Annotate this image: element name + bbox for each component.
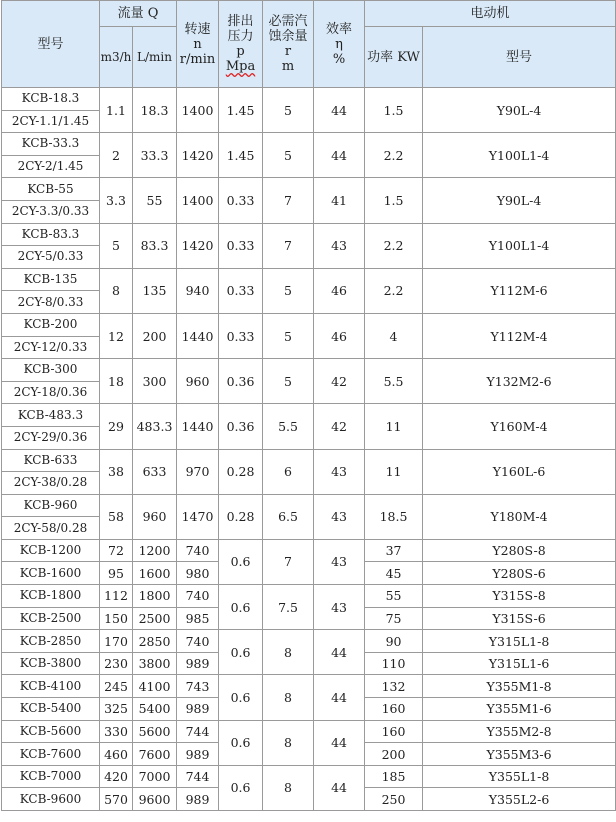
flow-lmin-cell: 7600	[133, 743, 177, 766]
efficiency-cell: 44	[314, 765, 365, 810]
motor-model-cell: Y280S-8	[423, 539, 616, 562]
flow-lmin-cell: 18.3	[133, 88, 177, 133]
flow-lmin-cell: 960	[133, 494, 177, 539]
model-cell: KCB-2500	[2, 607, 100, 630]
power-cell: 4	[365, 313, 423, 358]
header-npsh-title: 必需汽蚀余量	[268, 14, 308, 44]
speed-cell: 740	[177, 630, 219, 653]
flow-m3h-cell: 420	[100, 765, 133, 788]
flow-lmin-cell: 3800	[133, 652, 177, 675]
npsh-cell: 7.5	[263, 585, 314, 630]
model-cell: 2CY-18/0.36	[2, 381, 100, 404]
speed-cell: 1420	[177, 223, 219, 268]
speed-cell: 940	[177, 268, 219, 313]
power-cell: 75	[365, 607, 423, 630]
model-cell: KCB-5400	[2, 698, 100, 721]
flow-m3h-cell: 72	[100, 539, 133, 562]
motor-model-cell: Y112M-6	[423, 268, 616, 313]
speed-cell: 744	[177, 720, 219, 743]
speed-cell: 1440	[177, 313, 219, 358]
flow-lmin-cell: 633	[133, 449, 177, 494]
model-cell: KCB-18.3	[2, 88, 100, 111]
power-cell: 200	[365, 743, 423, 766]
pump-spec-table	[1, 0, 616, 811]
motor-model-cell: Y355M1-8	[423, 675, 616, 698]
motor-model-cell: Y112M-4	[423, 313, 616, 358]
flow-m3h-cell: 3.3	[100, 178, 133, 223]
model-cell: 2CY-2/1.45	[2, 155, 100, 178]
model-cell: KCB-9600	[2, 788, 100, 811]
pressure-cell: 0.33	[219, 223, 263, 268]
flow-lmin-cell: 1600	[133, 562, 177, 585]
flow-lmin-cell: 135	[133, 268, 177, 313]
efficiency-cell: 43	[314, 539, 365, 584]
speed-cell: 1400	[177, 178, 219, 223]
model-cell: KCB-7000	[2, 765, 100, 788]
flow-m3h-cell: 18	[100, 359, 133, 404]
flow-lmin-cell: 483.3	[133, 404, 177, 449]
model-cell: 2CY-58/0.28	[2, 517, 100, 540]
speed-cell: 1400	[177, 88, 219, 133]
header-pressure-symbol: p	[236, 44, 245, 59]
table-row	[2, 449, 616, 472]
table-row	[2, 720, 616, 743]
model-cell: KCB-200	[2, 313, 100, 336]
speed-cell: 743	[177, 675, 219, 698]
motor-model-cell: Y355L2-6	[423, 788, 616, 811]
pressure-cell: 0.36	[219, 359, 263, 404]
flow-m3h-cell: 112	[100, 585, 133, 608]
flow-lmin-cell: 7000	[133, 765, 177, 788]
power-cell: 2.2	[365, 223, 423, 268]
header-motor-model: 型号	[423, 27, 616, 88]
model-cell: KCB-7600	[2, 743, 100, 766]
model-cell: KCB-633	[2, 449, 100, 472]
flow-m3h-cell: 1.1	[100, 88, 133, 133]
motor-model-cell: Y315L1-8	[423, 630, 616, 653]
model-cell: KCB-33.3	[2, 133, 100, 156]
efficiency-cell: 46	[314, 313, 365, 358]
npsh-cell: 7	[263, 223, 314, 268]
table-row	[2, 404, 616, 427]
efficiency-cell: 44	[314, 133, 365, 178]
pressure-cell: 0.33	[219, 268, 263, 313]
power-cell: 11	[365, 449, 423, 494]
motor-model-cell: Y160M-4	[423, 404, 616, 449]
power-cell: 160	[365, 698, 423, 721]
header-efficiency-title: 效率	[326, 21, 353, 37]
npsh-cell: 5	[263, 359, 314, 404]
speed-cell: 1440	[177, 404, 219, 449]
header-speed-symbol: n	[193, 36, 202, 52]
power-cell: 55	[365, 585, 423, 608]
power-cell: 11	[365, 404, 423, 449]
speed-cell: 740	[177, 539, 219, 562]
header-flow: 流量 Q	[100, 1, 177, 27]
efficiency-cell: 43	[314, 449, 365, 494]
flow-m3h-cell: 170	[100, 630, 133, 653]
power-cell: 18.5	[365, 494, 423, 539]
npsh-cell: 5	[263, 88, 314, 133]
header-npsh-unit: m	[281, 59, 295, 74]
header-pressure-unit: Mpa	[225, 59, 256, 74]
efficiency-cell: 43	[314, 494, 365, 539]
efficiency-cell: 44	[314, 630, 365, 675]
flow-m3h-cell: 29	[100, 404, 133, 449]
flow-m3h-cell: 330	[100, 720, 133, 743]
motor-model-cell: Y180M-4	[423, 494, 616, 539]
flow-m3h-cell: 58	[100, 494, 133, 539]
power-cell: 37	[365, 539, 423, 562]
efficiency-cell: 42	[314, 359, 365, 404]
motor-model-cell: Y100L1-4	[423, 223, 616, 268]
model-cell: 2CY-5/0.33	[2, 246, 100, 269]
efficiency-cell: 46	[314, 268, 365, 313]
pressure-cell: 1.45	[219, 133, 263, 178]
table-row	[2, 178, 616, 201]
motor-model-cell: Y315S-6	[423, 607, 616, 630]
npsh-cell: 8	[263, 675, 314, 720]
header-speed-unit: r/min	[179, 51, 216, 67]
power-cell: 2.2	[365, 268, 423, 313]
pressure-cell: 0.6	[219, 539, 263, 584]
power-cell: 110	[365, 652, 423, 675]
speed-cell: 740	[177, 585, 219, 608]
flow-lmin-cell: 2500	[133, 607, 177, 630]
flow-lmin-cell: 9600	[133, 788, 177, 811]
speed-cell: 989	[177, 743, 219, 766]
efficiency-cell: 44	[314, 720, 365, 765]
npsh-cell: 6	[263, 449, 314, 494]
model-cell: KCB-960	[2, 494, 100, 517]
npsh-cell: 8	[263, 720, 314, 765]
header-npsh	[263, 1, 314, 88]
flow-m3h-cell: 95	[100, 562, 133, 585]
pressure-cell: 0.28	[219, 494, 263, 539]
power-cell: 132	[365, 675, 423, 698]
motor-model-cell: Y160L-6	[423, 449, 616, 494]
pressure-cell: 0.6	[219, 765, 263, 810]
flow-m3h-cell: 230	[100, 652, 133, 675]
speed-cell: 1470	[177, 494, 219, 539]
flow-m3h-cell: 325	[100, 698, 133, 721]
motor-model-cell: Y315L1-6	[423, 652, 616, 675]
header-power: 功率 KW	[365, 27, 423, 88]
flow-lmin-cell: 1200	[133, 539, 177, 562]
header-efficiency-symbol: η	[335, 36, 343, 52]
model-cell: KCB-3800	[2, 652, 100, 675]
motor-model-cell: Y100L1-4	[423, 133, 616, 178]
pressure-cell: 0.6	[219, 630, 263, 675]
motor-model-cell: Y355L1-8	[423, 765, 616, 788]
pressure-cell: 0.33	[219, 178, 263, 223]
model-cell: KCB-83.3	[2, 223, 100, 246]
model-cell: 2CY-29/0.36	[2, 426, 100, 449]
power-cell: 2.2	[365, 133, 423, 178]
power-cell: 250	[365, 788, 423, 811]
speed-cell: 970	[177, 449, 219, 494]
model-cell: KCB-135	[2, 268, 100, 291]
efficiency-cell: 44	[314, 675, 365, 720]
npsh-cell: 5	[263, 313, 314, 358]
flow-lmin-cell: 1800	[133, 585, 177, 608]
power-cell: 160	[365, 720, 423, 743]
model-cell: KCB-1800	[2, 585, 100, 608]
header-flow-m3h: m3/h	[100, 27, 133, 88]
model-cell: KCB-5600	[2, 720, 100, 743]
header-flow-lmin: L/min	[133, 27, 177, 88]
flow-lmin-cell: 55	[133, 178, 177, 223]
flow-lmin-cell: 5400	[133, 698, 177, 721]
motor-model-cell: Y355M1-6	[423, 698, 616, 721]
npsh-cell: 6.5	[263, 494, 314, 539]
header-model: 型号	[2, 1, 100, 88]
efficiency-cell: 43	[314, 223, 365, 268]
speed-cell: 985	[177, 607, 219, 630]
npsh-cell: 5	[263, 268, 314, 313]
pressure-cell: 0.6	[219, 675, 263, 720]
flow-m3h-cell: 38	[100, 449, 133, 494]
motor-model-cell: Y355M2-8	[423, 720, 616, 743]
header-pressure	[219, 1, 263, 88]
table-row	[2, 223, 616, 246]
npsh-cell: 7	[263, 178, 314, 223]
table-row	[2, 313, 616, 336]
model-cell: KCB-2850	[2, 630, 100, 653]
motor-model-cell: Y90L-4	[423, 178, 616, 223]
motor-model-cell: Y280S-6	[423, 562, 616, 585]
model-cell: 2CY-1.1/1.45	[2, 110, 100, 133]
speed-cell: 989	[177, 788, 219, 811]
header-row-1	[2, 1, 616, 27]
model-cell: 2CY-3.3/0.33	[2, 200, 100, 223]
efficiency-cell: 43	[314, 585, 365, 630]
speed-cell: 989	[177, 652, 219, 675]
flow-m3h-cell: 8	[100, 268, 133, 313]
flow-m3h-cell: 150	[100, 607, 133, 630]
speed-cell: 980	[177, 562, 219, 585]
table-row	[2, 765, 616, 788]
model-cell: KCB-4100	[2, 675, 100, 698]
header-efficiency	[314, 1, 365, 88]
table-row	[2, 585, 616, 608]
table-row	[2, 630, 616, 653]
speed-cell: 1420	[177, 133, 219, 178]
flow-m3h-cell: 245	[100, 675, 133, 698]
table-row	[2, 359, 616, 382]
efficiency-cell: 42	[314, 404, 365, 449]
model-cell: 2CY-8/0.33	[2, 291, 100, 314]
npsh-cell: 8	[263, 630, 314, 675]
model-cell: KCB-483.3	[2, 404, 100, 427]
table-row	[2, 268, 616, 291]
npsh-cell: 5	[263, 133, 314, 178]
efficiency-cell: 41	[314, 178, 365, 223]
model-cell: KCB-1600	[2, 562, 100, 585]
power-cell: 185	[365, 765, 423, 788]
flow-m3h-cell: 2	[100, 133, 133, 178]
flow-m3h-cell: 570	[100, 788, 133, 811]
flow-m3h-cell: 5	[100, 223, 133, 268]
table-row	[2, 494, 616, 517]
header-pressure-title: 排出压力	[227, 14, 254, 44]
flow-m3h-cell: 12	[100, 313, 133, 358]
pressure-cell: 0.6	[219, 720, 263, 765]
motor-model-cell: Y315S-8	[423, 585, 616, 608]
flow-lmin-cell: 33.3	[133, 133, 177, 178]
model-cell: KCB-55	[2, 178, 100, 201]
flow-lmin-cell: 300	[133, 359, 177, 404]
motor-model-cell: Y355M3-6	[423, 743, 616, 766]
model-cell: 2CY-38/0.28	[2, 472, 100, 495]
speed-cell: 989	[177, 698, 219, 721]
pressure-cell: 0.28	[219, 449, 263, 494]
speed-cell: 960	[177, 359, 219, 404]
flow-m3h-cell: 460	[100, 743, 133, 766]
model-cell: KCB-1200	[2, 539, 100, 562]
power-cell: 90	[365, 630, 423, 653]
speed-cell: 744	[177, 765, 219, 788]
header-speed	[177, 1, 219, 88]
power-cell: 1.5	[365, 178, 423, 223]
flow-lmin-cell: 2850	[133, 630, 177, 653]
pressure-cell: 0.33	[219, 313, 263, 358]
pressure-cell: 0.6	[219, 585, 263, 630]
table-row	[2, 539, 616, 562]
header-npsh-symbol: r	[284, 44, 292, 59]
flow-lmin-cell: 5600	[133, 720, 177, 743]
flow-lmin-cell: 200	[133, 313, 177, 358]
power-cell: 1.5	[365, 88, 423, 133]
header-motor: 电动机	[365, 1, 616, 27]
flow-lmin-cell: 4100	[133, 675, 177, 698]
power-cell: 5.5	[365, 359, 423, 404]
table-row	[2, 88, 616, 111]
header-speed-title: 转速	[184, 21, 211, 37]
npsh-cell: 7	[263, 539, 314, 584]
pressure-cell: 1.45	[219, 88, 263, 133]
table-row	[2, 133, 616, 156]
header-efficiency-unit: %	[332, 51, 346, 67]
efficiency-cell: 44	[314, 88, 365, 133]
npsh-cell: 5.5	[263, 404, 314, 449]
flow-lmin-cell: 83.3	[133, 223, 177, 268]
table-row	[2, 675, 616, 698]
model-cell: 2CY-12/0.33	[2, 336, 100, 359]
pressure-cell: 0.36	[219, 404, 263, 449]
model-cell: KCB-300	[2, 359, 100, 382]
motor-model-cell: Y90L-4	[423, 88, 616, 133]
power-cell: 45	[365, 562, 423, 585]
motor-model-cell: Y132M2-6	[423, 359, 616, 404]
npsh-cell: 8	[263, 765, 314, 810]
